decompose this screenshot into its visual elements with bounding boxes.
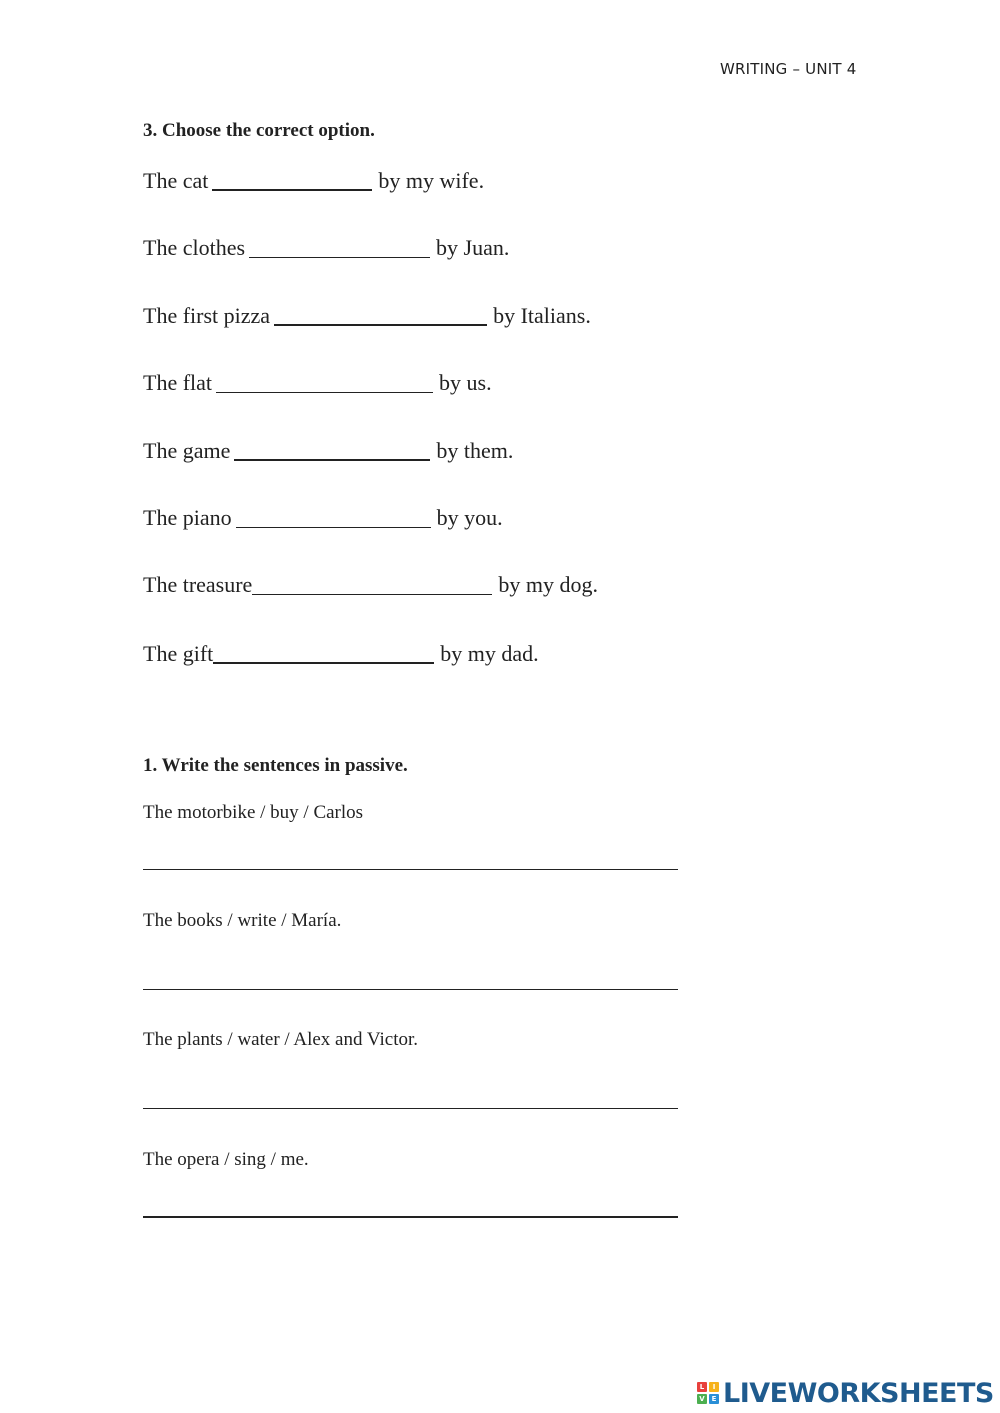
logo-mark-cell: V	[697, 1394, 707, 1404]
answer-blank[interactable]	[249, 237, 430, 258]
sentence-row	[143, 639, 539, 669]
sentence-row	[143, 504, 503, 534]
section-3-title: 3. Choose the correct option.	[143, 120, 375, 141]
logo-text: LIVEWORKSHEETS	[723, 1377, 994, 1409]
answer-blank[interactable]	[252, 574, 492, 595]
sentence-end: by us.	[439, 370, 492, 395]
sentence-row	[143, 301, 591, 331]
answer-line[interactable]	[143, 1108, 678, 1109]
liveworksheets-logo	[697, 1378, 994, 1408]
sentence-row	[143, 369, 492, 399]
page-header: WRITING – UNIT 4	[720, 60, 857, 78]
sentence-start: The game	[143, 438, 231, 463]
sentence-start: The treasure	[143, 572, 253, 597]
sentence-start: The gift	[143, 641, 214, 666]
sentence-start: The first pizza	[143, 303, 271, 328]
sentence-end: by Italians.	[493, 303, 591, 328]
sentence-row	[143, 166, 484, 196]
passive-prompt: The opera / sing / me.	[143, 1149, 309, 1170]
logo-mark-icon	[697, 1382, 719, 1404]
sentence-start: The cat	[143, 168, 209, 193]
sentence-end: by my dog.	[498, 572, 598, 597]
answer-line[interactable]	[143, 1216, 678, 1218]
sentence-row	[143, 436, 513, 466]
sentence-start: The flat	[143, 370, 213, 395]
sentence-row	[143, 571, 598, 601]
sentence-start: The piano	[143, 505, 232, 530]
section-1-title: 1. Write the sentences in passive.	[143, 755, 408, 776]
sentence-row	[143, 234, 509, 264]
answer-blank[interactable]	[234, 439, 430, 461]
answer-line[interactable]	[143, 869, 678, 870]
answer-blank[interactable]	[212, 169, 372, 191]
sentence-end: by them.	[436, 438, 514, 463]
sentence-end: by Juan.	[436, 235, 510, 260]
sentence-end: by you.	[436, 505, 503, 530]
passive-prompt: The books / write / María.	[143, 910, 342, 931]
sentence-end: by my dad.	[440, 641, 539, 666]
answer-blank[interactable]	[216, 372, 433, 393]
answer-blank[interactable]	[236, 507, 431, 528]
logo-mark-cell: I	[709, 1382, 719, 1392]
answer-blank[interactable]	[274, 304, 487, 326]
sentence-end: by my wife.	[378, 168, 485, 193]
sentence-start: The clothes	[143, 235, 246, 260]
passive-prompt: The plants / water / Alex and Victor.	[143, 1029, 418, 1050]
passive-prompt: The motorbike / buy / Carlos	[143, 802, 364, 823]
answer-blank[interactable]	[213, 642, 434, 664]
answer-line[interactable]	[143, 989, 678, 990]
logo-mark-cell: L	[697, 1382, 707, 1392]
logo-mark-cell: E	[709, 1394, 719, 1404]
